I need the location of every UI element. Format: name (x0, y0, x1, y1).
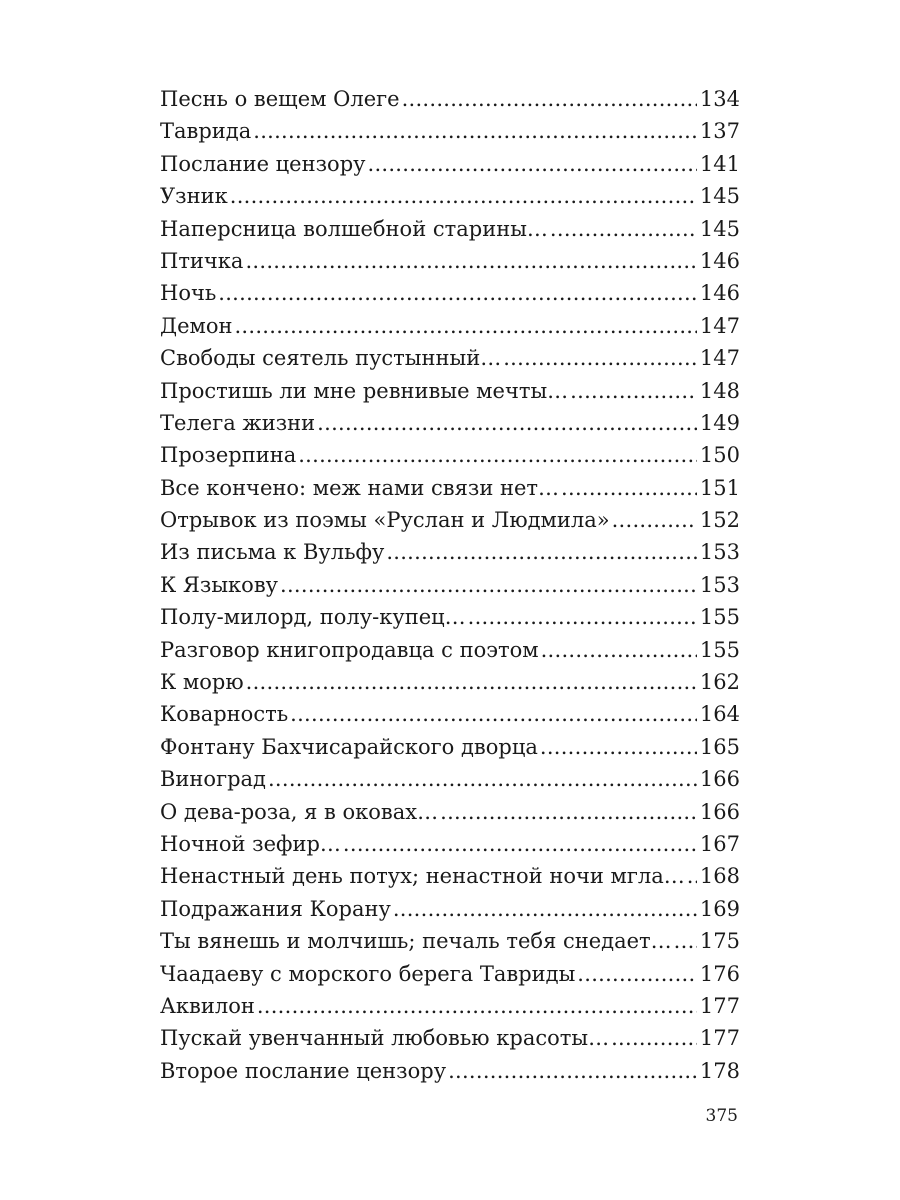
toc-entry-title: Птичка (160, 248, 244, 273)
dot-leader (290, 698, 697, 730)
toc-entry-title: Телега жизни (160, 410, 316, 435)
dot-leader (234, 310, 696, 342)
dot-leader (550, 213, 697, 245)
toc-entry-title: К морю (160, 670, 244, 695)
toc-entry-title: Все кончено: меж нами связи нет… (160, 475, 560, 500)
toc-entry-title: Наперсница волшебной старины… (160, 216, 548, 241)
toc-entry (160, 763, 740, 795)
dot-leader (268, 763, 697, 795)
toc-entry-page: 166 (699, 799, 740, 824)
toc-entry-page: 150 (699, 443, 740, 468)
toc-entry-title: Свободы сеятель пустынный… (160, 346, 502, 371)
toc-entry (160, 407, 740, 439)
toc-entry-page: 151 (699, 475, 740, 500)
toc-entry-title: Разговор книгопродавца с поэтом (160, 637, 539, 662)
dot-leader (402, 83, 697, 115)
toc-entry (160, 698, 740, 730)
toc-entry (160, 634, 740, 666)
toc-entry-title: Демон (160, 313, 233, 338)
dot-leader (612, 504, 697, 536)
toc-entry-title: Песнь о вещем Олеге (160, 87, 400, 111)
toc-entry-title: Фонтану Бахчисарайского дворца (160, 734, 538, 759)
toc-entry-page: 168 (699, 864, 740, 889)
dot-leader (393, 893, 697, 925)
toc-entry (160, 1055, 740, 1087)
table-of-contents (160, 83, 740, 1087)
toc-entry-page: 176 (699, 961, 740, 986)
toc-entry-page: 148 (699, 378, 740, 403)
toc-entry (160, 180, 740, 212)
toc-entry-page: 166 (699, 767, 740, 792)
dot-leader (230, 180, 697, 212)
toc-entry-title: Отрывок из поэмы «Руслан и Людмила» (160, 508, 610, 533)
toc-entry (160, 213, 740, 245)
toc-entry-title: Виноград (160, 767, 266, 792)
toc-entry-page: 167 (699, 831, 740, 856)
page-number: 375 (705, 1106, 738, 1126)
dot-leader (577, 958, 697, 990)
dot-leader (343, 828, 697, 860)
toc-entry (160, 115, 740, 147)
toc-entry-title: Пускай увенчанный любовью красоты… (160, 1026, 610, 1051)
toc-entry (160, 277, 740, 309)
toc-entry-title: Ты вянешь и молчишь; печаль тебя снедает… (160, 929, 672, 954)
dot-leader (257, 990, 697, 1022)
toc-entry-title: Узник (160, 184, 228, 209)
dot-leader (611, 1022, 697, 1054)
toc-entry-page: 146 (699, 281, 740, 306)
toc-entry-title: Из письма к Вульфу (160, 540, 385, 565)
toc-entry (160, 990, 740, 1022)
toc-entry (160, 342, 740, 374)
toc-entry-title: Полу-милорд, полу-купец… (160, 605, 466, 630)
toc-entry (160, 860, 740, 892)
toc-entry (160, 666, 740, 698)
toc-entry (160, 245, 740, 277)
dot-leader (246, 666, 697, 698)
toc-entry-title: Ночной зефир… (160, 831, 341, 856)
toc-entry (160, 731, 740, 763)
toc-entry-page: 145 (699, 216, 740, 241)
dot-leader (687, 860, 697, 892)
toc-entry-title: Ненастный день потух; ненастной ночи мгла… (160, 864, 685, 889)
toc-entry-page: 153 (699, 572, 740, 597)
dot-leader (386, 536, 697, 568)
toc-entry-page: 137 (699, 119, 740, 144)
toc-entry (160, 925, 740, 957)
toc-entry-title: Прозерпина (160, 443, 297, 468)
toc-entry-page: 177 (699, 1026, 740, 1051)
toc-entry (160, 601, 740, 633)
toc-entry-page: 175 (699, 929, 740, 954)
toc-entry (160, 504, 740, 536)
toc-entry-page: 152 (699, 508, 740, 533)
dot-leader (298, 439, 697, 471)
dot-leader (503, 342, 697, 374)
toc-entry (160, 958, 740, 990)
toc-entry-page: 165 (699, 734, 740, 759)
toc-entry-title: Второе послание цензору (160, 1058, 447, 1083)
dot-leader (570, 375, 697, 407)
toc-entry-page: 146 (699, 248, 740, 273)
toc-entry-page: 147 (699, 346, 740, 371)
toc-entry-page: 147 (699, 313, 740, 338)
toc-entry (160, 375, 740, 407)
toc-entry-page: 155 (699, 637, 740, 662)
toc-entry-title: Чаадаеву с морского берега Тавриды (160, 961, 576, 986)
toc-entry-title: Простишь ли мне ревнивые мечты… (160, 378, 569, 403)
dot-leader (245, 245, 696, 277)
toc-entry-page: 178 (699, 1058, 740, 1083)
dot-leader (541, 634, 697, 666)
toc-entry-title: Послание цензору (160, 151, 366, 176)
toc-entry-page: 145 (699, 184, 740, 209)
toc-entry-page: 149 (699, 410, 740, 435)
toc-entry (160, 472, 740, 504)
dot-leader (368, 148, 697, 180)
dot-leader (440, 796, 697, 828)
dot-leader (317, 407, 697, 439)
toc-entry (160, 1022, 740, 1054)
toc-entry (160, 310, 740, 342)
toc-entry (160, 439, 740, 471)
toc-entry-page: 164 (699, 702, 740, 727)
dot-leader (218, 277, 697, 309)
toc-entry-page: 162 (699, 670, 740, 695)
toc-entry-title: Коварность (160, 702, 289, 727)
dot-leader (280, 569, 697, 601)
toc-entry-page: 169 (699, 896, 740, 921)
dot-leader (448, 1055, 697, 1087)
dot-leader (561, 472, 697, 504)
toc-entry-page: 134 (699, 87, 740, 111)
toc-entry-page: 177 (699, 993, 740, 1018)
toc-entry (160, 828, 740, 860)
toc-entry-page: 153 (699, 540, 740, 565)
dot-leader (253, 115, 697, 147)
toc-entry-title: К Языкову (160, 572, 279, 597)
toc-entry-title: Ночь (160, 281, 217, 306)
dot-leader (540, 731, 697, 763)
toc-entry (160, 893, 740, 925)
toc-entry (160, 569, 740, 601)
toc-entry-page: 155 (699, 605, 740, 630)
toc-entry (160, 796, 740, 828)
dot-leader (674, 925, 697, 957)
toc-entry-title: О дева-роза, я в оковах… (160, 799, 439, 824)
toc-entry (160, 536, 740, 568)
dot-leader (468, 601, 697, 633)
toc-entry (160, 83, 740, 115)
toc-entry-title: Аквилон (160, 993, 255, 1018)
toc-entry-title: Подражания Корану (160, 896, 391, 921)
toc-entry (160, 148, 740, 180)
toc-entry-page: 141 (699, 151, 740, 176)
toc-entry-title: Таврида (160, 119, 252, 144)
